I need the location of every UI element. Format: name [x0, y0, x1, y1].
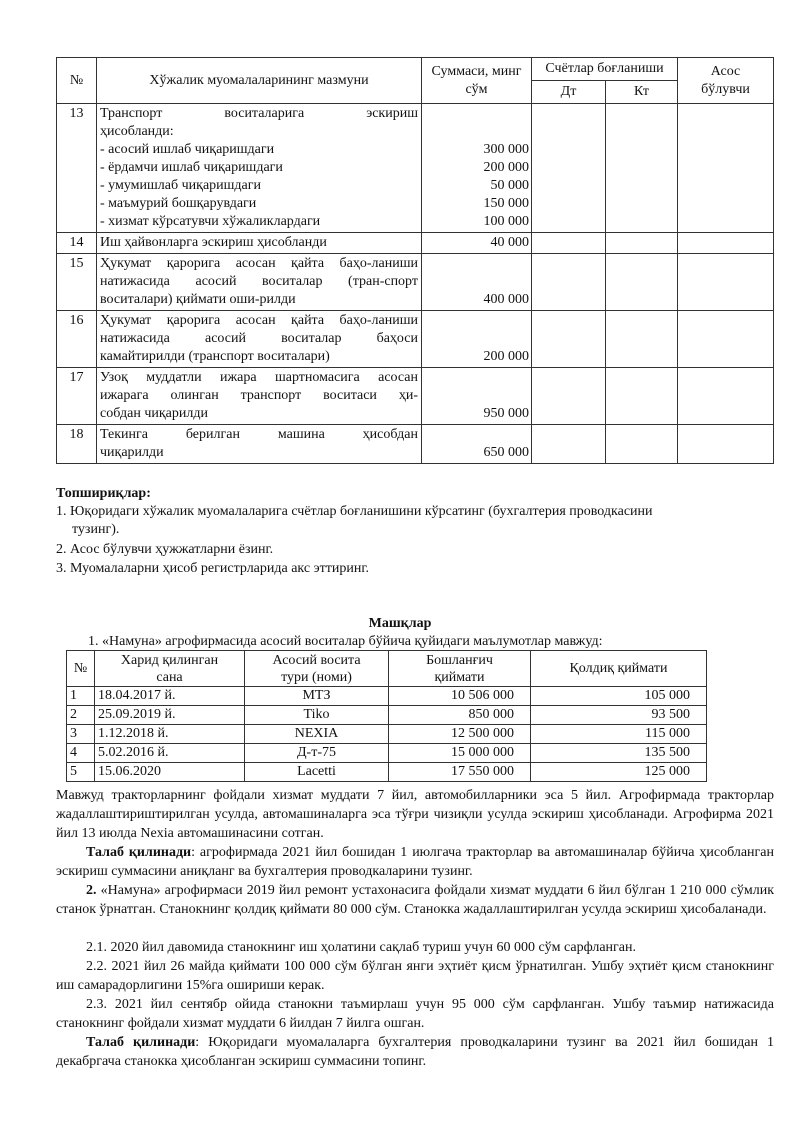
row-content — [97, 104, 422, 233]
debit-cell — [532, 368, 606, 425]
cell-type: Д-т-75 — [245, 744, 389, 763]
row-line: - хизмат кўрсатувчи хўжаликлардаги — [100, 214, 321, 229]
row-sum-value: 50 000 — [490, 178, 529, 193]
row-sum-value: 100 000 — [483, 214, 529, 229]
header-num: № — [57, 58, 97, 104]
exercise1-requirement — [56, 843, 774, 881]
exercise2-item: 2.3. 2021 йил сентябр ойида станокни таъмирлаш учун 95 000 сўм сарфланган. Ушбу таъмир натижасида станокнинг фойдали хизмат муддати 6 йилдан 7 йилга ошган. — [56, 997, 774, 1031]
row-line: Ҳукумат қарорига асосан қайта баҳо-ланиши — [100, 256, 418, 271]
row-content — [97, 311, 422, 368]
header-initial — [389, 651, 531, 687]
row-sum-value: 400 000 — [483, 292, 529, 307]
header-date-line2: сана — [156, 669, 183, 685]
cell-residual: 135 500 — [531, 744, 707, 763]
exercise2-number: 2. — [86, 883, 97, 898]
cell-type: NEXIA — [245, 725, 389, 744]
table-row — [67, 706, 707, 725]
credit-cell — [606, 425, 678, 464]
header-type — [245, 651, 389, 687]
row-sum-value: 650 000 — [483, 445, 529, 460]
row-sum — [422, 254, 532, 311]
cell-residual: 115 000 — [531, 725, 707, 744]
task-item — [56, 560, 776, 578]
row-sum — [422, 233, 532, 254]
exercises-title: Машқлар — [368, 616, 432, 631]
row-num: 14 — [57, 233, 97, 254]
row-sum-value: 200 000 — [483, 349, 529, 364]
row-sum — [422, 104, 532, 233]
cell-date: 1.12.2018 й. — [95, 725, 245, 744]
task-line: 1. Юқоридаги хўжалик муомалаларига счётлар боғланишини кўрсатинг (бухгалтерия проводкасини — [56, 504, 653, 519]
row-num: 15 — [57, 254, 97, 311]
header-content: Хўжалик муомалаларининг мазмуни — [97, 58, 422, 104]
table-row — [57, 425, 774, 464]
credit-cell — [606, 311, 678, 368]
cell-num: 4 — [67, 744, 95, 763]
cell-residual: 93 500 — [531, 706, 707, 725]
cell-num: 3 — [67, 725, 95, 744]
table-row — [57, 368, 774, 425]
row-line: Ҳукумат қарорига асосан қайта баҳо-ланиши — [100, 313, 418, 328]
task-item — [56, 503, 776, 539]
operations-table — [56, 57, 774, 464]
row-num: 16 — [57, 311, 97, 368]
row-line: ижарага олинган транспорт воситаси ҳи- — [100, 388, 418, 403]
task-line: тузинг). — [72, 522, 120, 537]
header-initial-line1: Бошланғич — [426, 652, 493, 668]
debit-cell — [532, 425, 606, 464]
row-sum-value: 200 000 — [483, 160, 529, 175]
header-basis-line2: бўлувчи — [701, 81, 750, 97]
row-num: 18 — [57, 425, 97, 464]
header-accounts: Счётлар боғланиши — [532, 58, 678, 81]
row-line: Узоқ муддатли ижара шартномасига асосан — [100, 370, 418, 385]
requirement-text: : Юқоридаги муомалаларга бухгалтерия проводкаларини тузинг ва 2021 йил бошидан 1 декабргача станокка ҳисобланган эскириш суммасини топинг. — [56, 1035, 774, 1069]
table-row — [67, 725, 707, 744]
table-row — [57, 254, 774, 311]
header-type-line2: тури (номи) — [281, 669, 352, 685]
cell-residual: 105 000 — [531, 687, 707, 706]
requirement-label: Талаб қилинади — [86, 845, 192, 860]
table-row — [57, 233, 774, 254]
table-row — [67, 687, 707, 706]
row-line: - маъмурий бошқарувдаги — [100, 196, 257, 211]
row-line: Транспорт воситаларига эскириш — [100, 106, 418, 121]
debit-cell — [532, 104, 606, 233]
requirement-label: Талаб қилинади — [86, 1035, 196, 1050]
row-line: собдан чиқарилди — [100, 406, 208, 421]
table-row — [57, 311, 774, 368]
credit-cell — [606, 254, 678, 311]
header-sum — [422, 58, 532, 104]
basis-cell — [678, 368, 774, 425]
basis-cell — [678, 311, 774, 368]
row-content — [97, 254, 422, 311]
basis-cell — [678, 104, 774, 233]
row-line: Иш ҳайвонларга эскириш ҳисобланди — [100, 235, 327, 250]
row-content — [97, 425, 422, 464]
cell-num: 2 — [67, 706, 95, 725]
row-line: натижасида асосий воситалар баҳоси — [100, 331, 418, 346]
cell-date: 15.06.2020 — [95, 763, 245, 782]
row-sum-value: 40 000 — [490, 235, 529, 250]
credit-cell — [606, 104, 678, 233]
exercise-intro: 1. «Намуна» агрофирмасида асосий воситалар бўйича қуйидаги маълумотлар мавжуд: — [88, 634, 603, 649]
row-content — [97, 233, 422, 254]
cell-date: 18.04.2017 й. — [95, 687, 245, 706]
header-basis — [678, 58, 774, 104]
cell-initial: 10 506 000 — [389, 687, 531, 706]
row-sum-value: 300 000 — [483, 142, 529, 157]
row-num: 17 — [57, 368, 97, 425]
row-sum-value: 150 000 — [483, 196, 529, 211]
task-line: 3. Муомалаларни ҳисоб регистрларида акс эттиринг. — [56, 561, 369, 576]
task-line: 2. Асос бўлувчи ҳужжатларни ёзинг. — [56, 542, 274, 557]
exercise2-item: 2.1. 2020 йил давомида станокнинг иш ҳолатини сақлаб туриш учун 60 000 сўм сарфланган. — [86, 940, 636, 955]
header-sum-line2: сўм — [465, 81, 488, 97]
table-row — [67, 744, 707, 763]
basis-cell — [678, 233, 774, 254]
row-sum — [422, 368, 532, 425]
row-line: воситалари) қиймати оши-рилди — [100, 292, 296, 307]
cell-initial: 12 500 000 — [389, 725, 531, 744]
credit-cell — [606, 233, 678, 254]
row-line: - ёрдамчи ишлаб чиқаришдаги — [100, 160, 283, 175]
row-num: 13 — [57, 104, 97, 233]
debit-cell — [532, 233, 606, 254]
header-date-line1: Харид қилинган — [120, 652, 219, 668]
header-initial-line2: қиймати — [434, 669, 485, 685]
row-sum — [422, 311, 532, 368]
requirement-text: : агрофирмада 2021 йил бошидан 1 июлгача тракторлар ва автомашиналар бўйича ҳисобланган эскириш суммасини аниқланг ва бухгалтерия проводкаларини тузинг. — [56, 845, 774, 879]
row-line: натижасида асосий воситалар (тран-спорт — [100, 274, 418, 289]
tasks-title: Топшириқлар: — [56, 486, 151, 501]
exercise2-item: 2.2. 2021 йил 26 майда қиймати 100 000 сўм бўлган янги эҳтиёт қисм ўрнатилган. Ушбу эҳтиёт қисм станокнинг иш самарадорлигини 15%га ошириши керак. — [56, 959, 774, 993]
exercise2-requirement — [56, 1033, 774, 1071]
row-content — [97, 368, 422, 425]
header-date — [95, 651, 245, 687]
task-item — [56, 541, 776, 559]
header-residual: Қолдиқ қиймати — [531, 651, 707, 687]
table-row — [57, 104, 774, 233]
basis-cell — [678, 254, 774, 311]
header-sum-line1: Суммаси, минг — [431, 63, 522, 79]
cell-residual: 125 000 — [531, 763, 707, 782]
assets-table — [66, 650, 707, 782]
row-line: - асосий ишлаб чиқаришдаги — [100, 142, 275, 157]
header-credit: Кт — [606, 81, 678, 104]
debit-cell — [532, 311, 606, 368]
cell-initial: 850 000 — [389, 706, 531, 725]
row-sum — [422, 425, 532, 464]
header-type-line1: Асосий восита — [272, 652, 361, 668]
cell-date: 25.09.2019 й. — [95, 706, 245, 725]
row-line: чиқарилди — [100, 445, 164, 460]
cell-num: 1 — [67, 687, 95, 706]
debit-cell — [532, 254, 606, 311]
row-line: ҳисобланди: — [100, 124, 174, 139]
cell-initial: 15 000 000 — [389, 744, 531, 763]
header-basis-line1: Асос — [710, 63, 741, 79]
table-row — [67, 763, 707, 782]
exercise2-description — [56, 881, 774, 919]
cell-initial: 17 550 000 — [389, 763, 531, 782]
cell-num: 5 — [67, 763, 95, 782]
credit-cell — [606, 368, 678, 425]
cell-type: Tiko — [245, 706, 389, 725]
row-line: Текинга берилган машина ҳисобдан — [100, 427, 418, 442]
row-line: - умумишлаб чиқаришдаги — [100, 178, 261, 193]
cell-type: МТЗ — [245, 687, 389, 706]
basis-cell — [678, 425, 774, 464]
header-num: № — [67, 651, 95, 687]
cell-type: Lacetti — [245, 763, 389, 782]
header-debit: Дт — [532, 81, 606, 104]
cell-date: 5.02.2016 й. — [95, 744, 245, 763]
exercise1-description: Мавжуд тракторларнинг фойдали хизмат муддати 7 йил, автомобилларники эса 5 йил. Агрофирмада тракторлар жадаллаштириштирилган усулда, автомашиналарга эса тўғри чизиқли усулда эскириш ҳисобланади. Агрофирма 2021 йил 13 июлда Nexia автомашинасини сотган. — [56, 788, 774, 841]
row-line: камайтирилди (транспорт воситалари) — [100, 349, 330, 364]
exercise2-text: «Намуна» агрофирмаси 2019 йил ремонт устахонасига фойдали хизмат муддати 6 йил бўлган 1 210 000 сўмлик станок ўрнатган. Станокнинг қолдиқ қиймати 80 000 сўм. Станокка жадаллаштирилган усулда эскириш ҳисобаланади. — [56, 883, 774, 917]
row-sum-value: 950 000 — [483, 406, 529, 421]
